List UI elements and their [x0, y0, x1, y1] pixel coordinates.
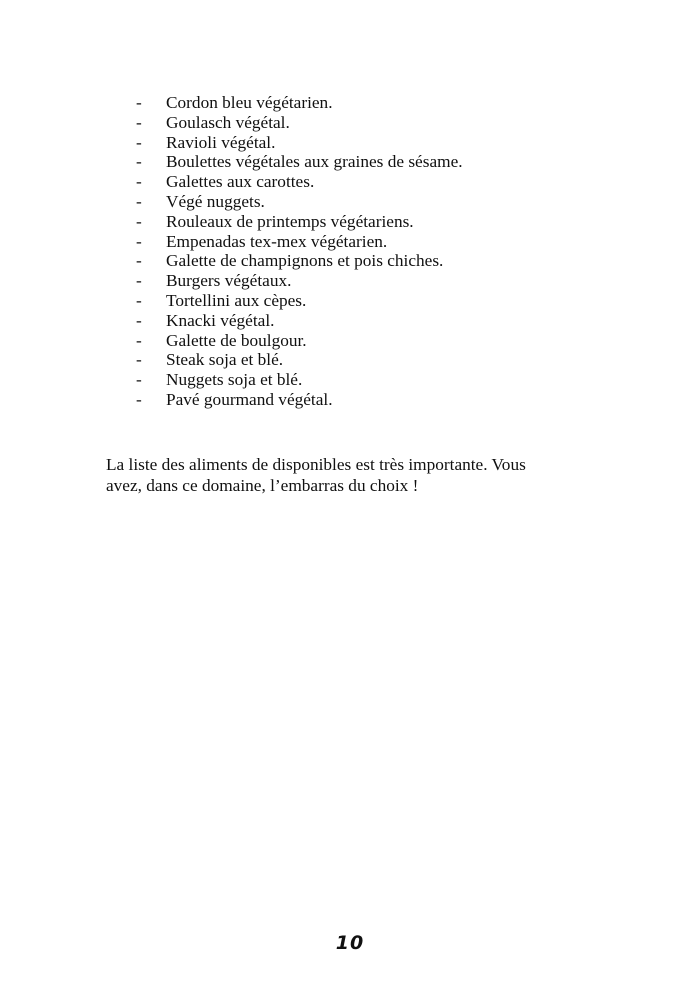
list-marker: - — [136, 231, 142, 251]
vegetarian-products-list — [136, 93, 463, 410]
list-item — [136, 212, 463, 232]
list-item-text: Boulettes végétales aux graines de sésame. — [166, 152, 463, 172]
list-marker: - — [136, 132, 142, 152]
list-marker: - — [136, 93, 142, 112]
page-number: 10 — [335, 932, 365, 954]
list-item — [136, 133, 463, 153]
list-item — [136, 271, 463, 291]
paragraph-line-1: La liste des aliments de disponibles est très importante. Vous — [106, 455, 526, 474]
list-item — [136, 370, 463, 390]
list-item — [136, 93, 463, 113]
list-item — [136, 232, 463, 252]
list-marker: - — [136, 310, 142, 330]
list-item-text: Ravioli végétal. — [166, 132, 276, 152]
list-item — [136, 390, 463, 410]
list-marker: - — [136, 290, 142, 310]
list-item — [136, 172, 463, 192]
list-item-text: Burgers végétaux. — [166, 271, 292, 291]
list-marker: - — [136, 271, 142, 291]
list-marker: - — [136, 350, 142, 370]
list-item-text: Cordon bleu végétarien. — [166, 93, 333, 112]
paragraph-line-2: avez, dans ce domaine, l’embarras du choix ! — [106, 476, 419, 495]
list-marker: - — [136, 152, 142, 172]
list-item-text: Galette de champignons et pois chiches. — [166, 251, 444, 271]
list-marker: - — [136, 251, 142, 271]
list-item-text: Tortellini aux cèpes. — [166, 290, 307, 310]
list-item-text: Goulasch végétal. — [166, 112, 290, 132]
list-marker: - — [136, 191, 142, 211]
list-marker: - — [136, 330, 142, 350]
list-marker: - — [136, 211, 142, 231]
list-marker: - — [136, 172, 142, 192]
list-item-text: Nuggets soja et blé. — [166, 370, 303, 390]
list-item — [136, 291, 463, 311]
list-item — [136, 311, 463, 331]
list-item-text: Rouleaux de printemps végétariens. — [166, 211, 414, 231]
list-item — [136, 350, 463, 370]
list-item-text: Galettes aux carottes. — [166, 172, 315, 192]
list-item — [136, 113, 463, 133]
list-item-text: Végé nuggets. — [166, 191, 265, 211]
list-marker: - — [136, 112, 142, 132]
list-item — [136, 251, 463, 271]
list-item — [136, 192, 463, 212]
list-item — [136, 331, 463, 351]
list-marker: - — [136, 370, 142, 390]
list-item — [136, 152, 463, 172]
list-item-text: Knacki végétal. — [166, 310, 275, 330]
list-marker: - — [136, 389, 142, 409]
list-item-text: Pavé gourmand végétal. — [166, 389, 333, 409]
list-item-text: Steak soja et blé. — [166, 350, 284, 370]
list-item-text: Empenadas tex-mex végétarien. — [166, 231, 388, 251]
list-item-text: Galette de boulgour. — [166, 330, 307, 350]
body-paragraph — [106, 454, 606, 496]
